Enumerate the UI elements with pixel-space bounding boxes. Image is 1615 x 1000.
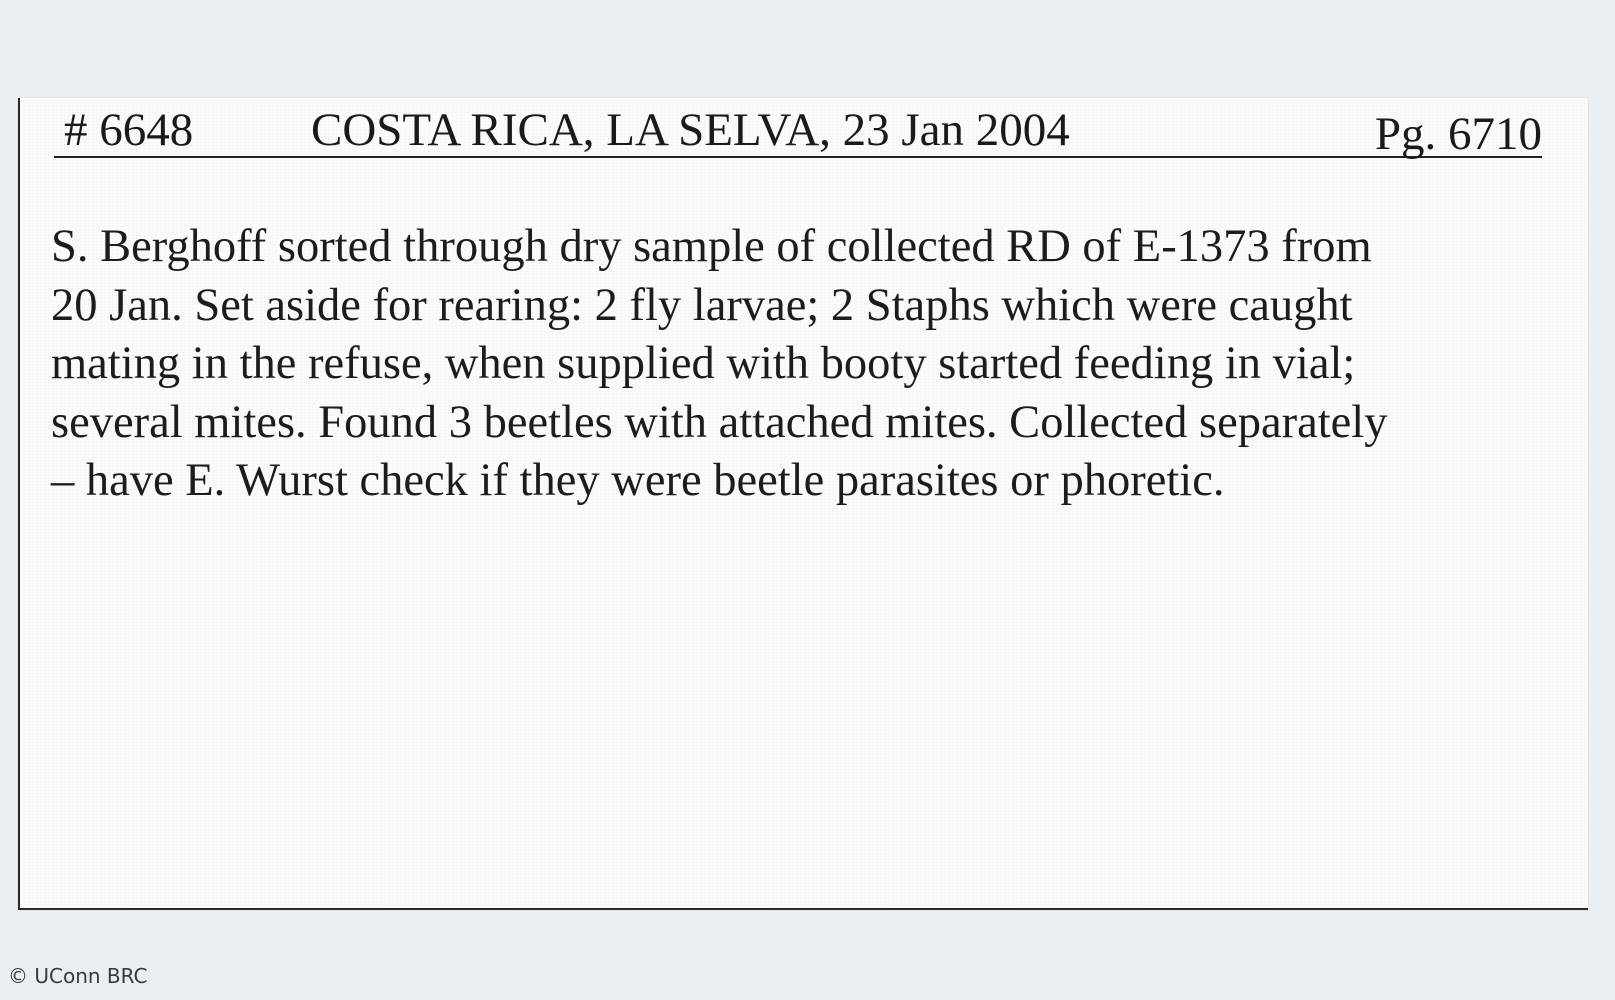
note-card: [18, 98, 1588, 910]
copyright-credit: © UConn BRC: [8, 964, 148, 988]
card-number: # 6648: [64, 104, 194, 156]
body-line: – have E. Wurst check if they were beetle parasites or phoretic.: [51, 455, 1225, 506]
body-line: mating in the refuse, when supplied with booty started feeding in vial;: [51, 338, 1356, 389]
body-line: 20 Jan. Set aside for rearing: 2 fly larvae; 2 Staphs which were caught: [51, 279, 1353, 331]
card-header: [54, 102, 1542, 158]
card-location-date: COSTA RICA, LA SELVA, 23 Jan 2004: [311, 104, 1070, 156]
body-line: S. Berghoff sorted through dry sample of collected RD of E-1373 from: [51, 221, 1372, 272]
body-line: several mites. Found 3 beetles with attached mites. Collected separately: [51, 396, 1388, 448]
card-body-text: [51, 218, 1561, 511]
card-page-number: Pg. 6710: [1374, 108, 1542, 160]
